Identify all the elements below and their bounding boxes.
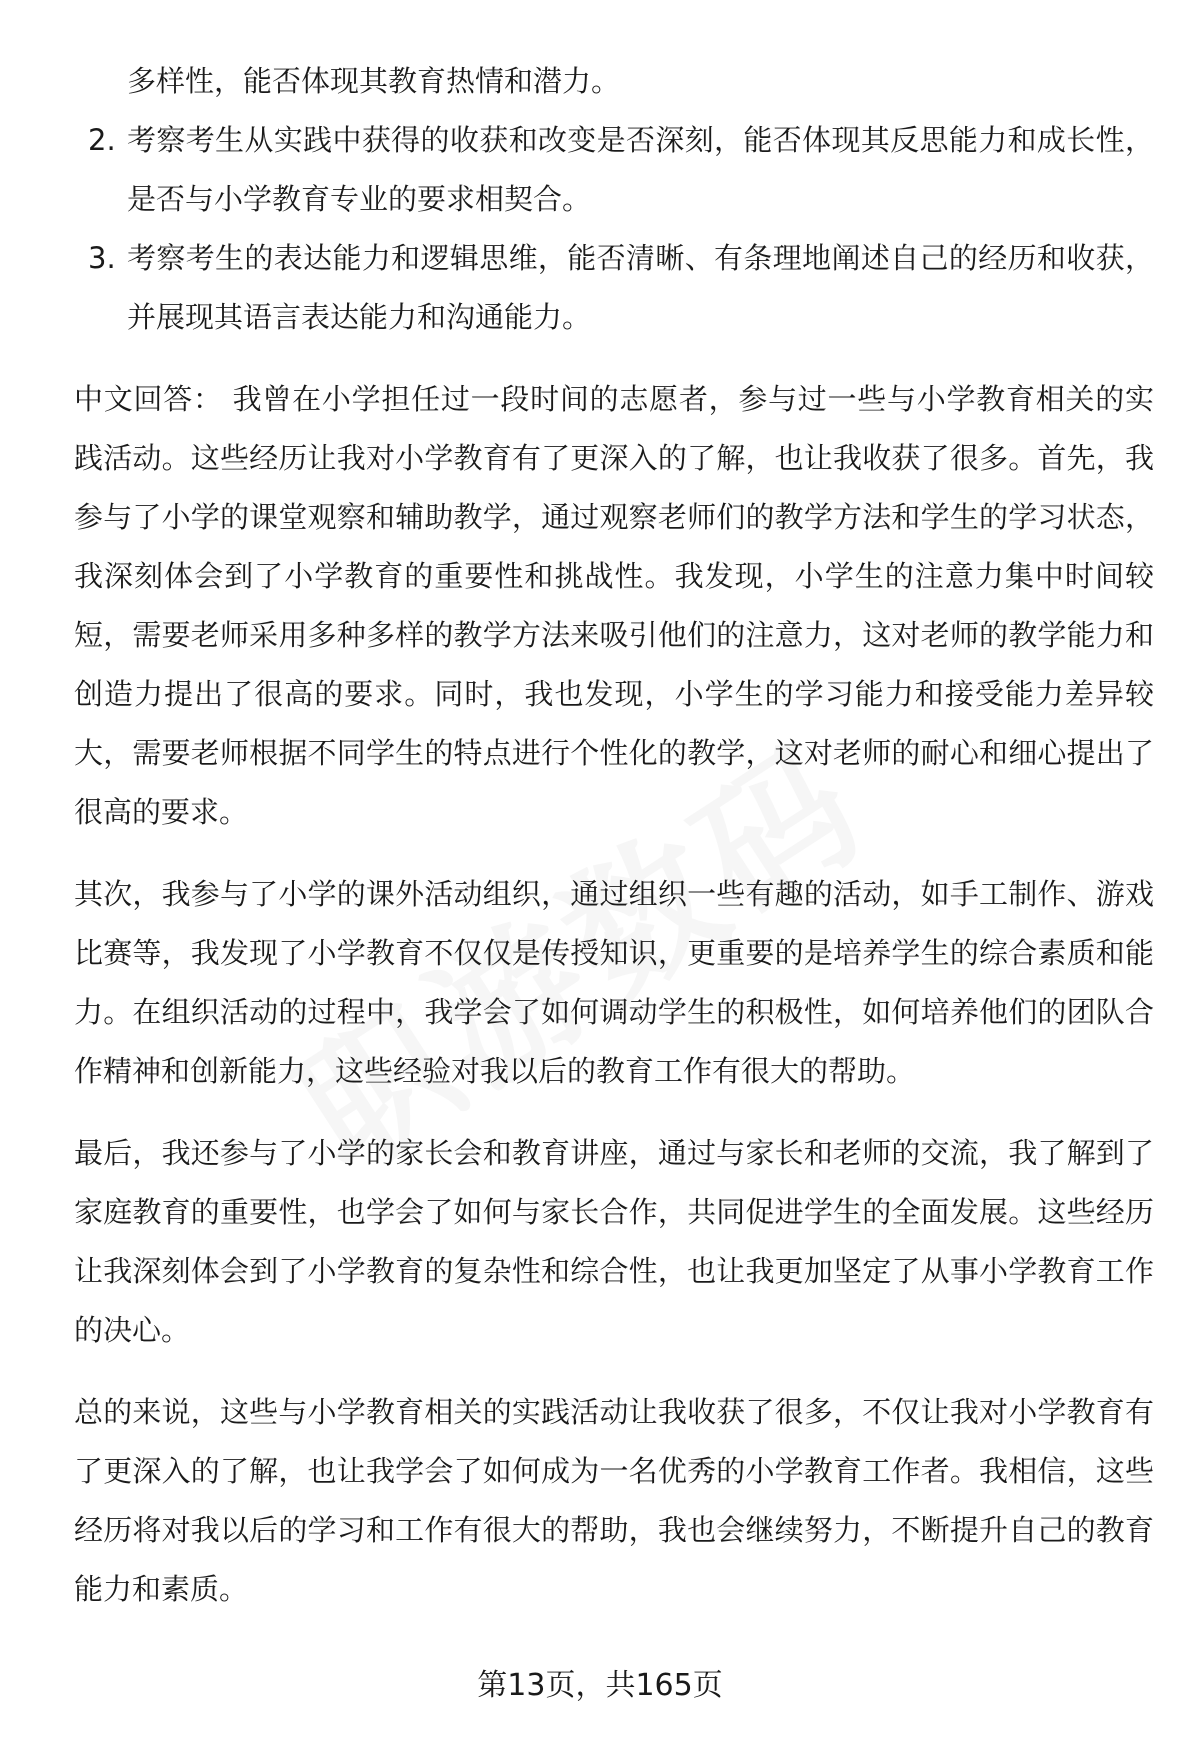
page-content (74, 52, 1154, 1619)
answer-paragraph: 中文回答： 我曾在小学担任过一段时间的志愿者，参与过一些与小学教育相关的实践活动。这些经历让我对小学教育有了更深入的了解，也让我收获了很多。首先，我参与了小学的课堂观察和辅助教学，通过观察老师们的教学方法和学生的学习状态，我深刻体会到了小学教育的重要性和挑战性。我发现，小学生的注意力集中时间较短，需要老师采用多种多样的教学方法来吸引他们的注意力，这对老师的教学能力和创造力提出了很高的要求。同时，我也发现，小学生的学习能力和接受能力差异较大，需要老师根据不同学生的特点进行个性化的教学，这对老师的耐心和细心提出了很高的要求。 (74, 382, 1154, 829)
answer-paragraph: 总的来说，这些与小学教育相关的实践活动让我收获了很多，不仅让我对小学教育有了更深入的了解，也让我学会了如何成为一名优秀的小学教育工作者。我相信，这些经历将对我以后的学习和工作有很大的帮助，我也会继续努力，不断提升自己的教育能力和素质。 (74, 1395, 1154, 1606)
page-footer: 第13页，共165页 (477, 1668, 723, 1703)
criteria-list (74, 111, 1154, 347)
list-item-text: 考察考生的表达能力和逻辑思维，能否清晰、有条理地阐述自己的经历和收获，并展现其语言表达能力和沟通能力。 (127, 241, 1154, 334)
list-item-continuation: 多样性，能否体现其教育热情和潜力。 (127, 64, 621, 98)
answer-paragraph: 最后，我还参与了小学的家长会和教育讲座，通过与家长和老师的交流，我了解到了家庭教育的重要性，也学会了如何与家长合作，共同促进学生的全面发展。这些经历让我深刻体会到了小学教育的复杂性和综合性，也让我更加坚定了从事小学教育工作的决心。 (74, 1136, 1154, 1347)
list-item-number: 2. (88, 123, 116, 157)
answer-paragraph: 其次，我参与了小学的课外活动组织，通过组织一些有趣的活动，如手工制作、游戏比赛等，我发现了小学教育不仅仅是传授知识，更重要的是培养学生的综合素质和能力。在组织活动的过程中，我学会了如何调动学生的积极性，如何培养他们的团队合作精神和创新能力，这些经验对我以后的教育工作有很大的帮助。 (74, 877, 1154, 1088)
list-item (74, 229, 1154, 347)
list-item-number: 3. (88, 241, 116, 275)
list-item (74, 111, 1154, 229)
list-item-text: 考察考生从实践中获得的收获和改变是否深刻，能否体现其反思能力和成长性，是否与小学教育专业的要求相契合。 (127, 123, 1154, 216)
